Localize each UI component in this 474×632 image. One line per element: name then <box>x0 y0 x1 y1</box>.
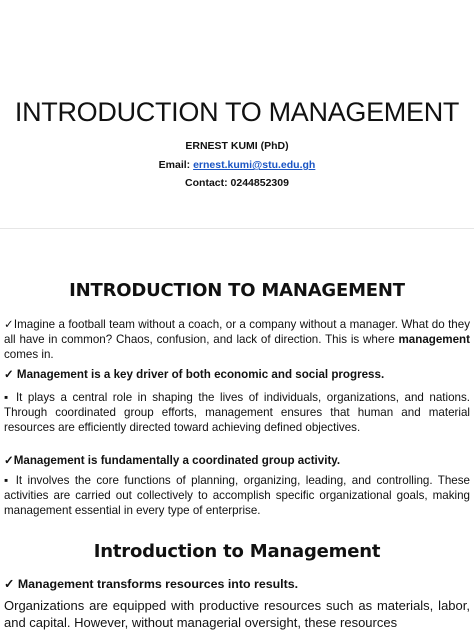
contact-line: Contact: 0244852309 <box>185 177 289 189</box>
slide3-paragraph-1: Organizations are equipped with productive resources such as materials, labor, and capital. However, without managerial oversight, these resources <box>4 598 470 630</box>
slide3-point-1: ✓ Management transforms resources into results. <box>4 577 299 591</box>
author-name: ERNEST KUMI (PhD) <box>185 140 289 152</box>
slide2-point-1: ✓ Management is a key driver of both economic and social progress. <box>4 368 385 381</box>
para1-suffix: comes in. <box>4 348 54 361</box>
email-link[interactable]: ernest.kumi@stu.edu.gh <box>193 159 316 171</box>
para1-bold: management <box>398 333 470 346</box>
slide2-heading: INTRODUCTION TO MANAGEMENT <box>69 280 405 301</box>
slide2-paragraph-2: ▪ It plays a central role in shaping the lives of individuals, organizations, and nations. Through coordinated group efforts, management ensures that human and material resources are efficiently directed toward achieving defined objectives. <box>4 391 470 434</box>
slide2-paragraph-3: ▪ It involves the core functions of planning, organizing, leading, and controlling. These activities are carried out collectively to accomplish specific organizational goals, making management essential in every type of enterprise. <box>4 474 470 517</box>
page-title: INTRODUCTION TO MANAGEMENT <box>14 97 460 127</box>
slide2-point-2: ✓Management is fundamentally a coordinated group activity. <box>4 454 341 467</box>
title-slide <box>0 0 474 228</box>
para1-prefix: ✓Imagine a football team without a coach, or a company without a manager. What do they all have in common? Chaos, confusion, and lack of direction. This is where <box>4 318 470 346</box>
email-label: Email: <box>158 159 194 171</box>
slide-divider <box>0 228 474 229</box>
email-line <box>0 159 474 171</box>
slide3-heading: Introduction to Management <box>93 541 381 562</box>
slide2-paragraph-1 <box>4 317 470 362</box>
